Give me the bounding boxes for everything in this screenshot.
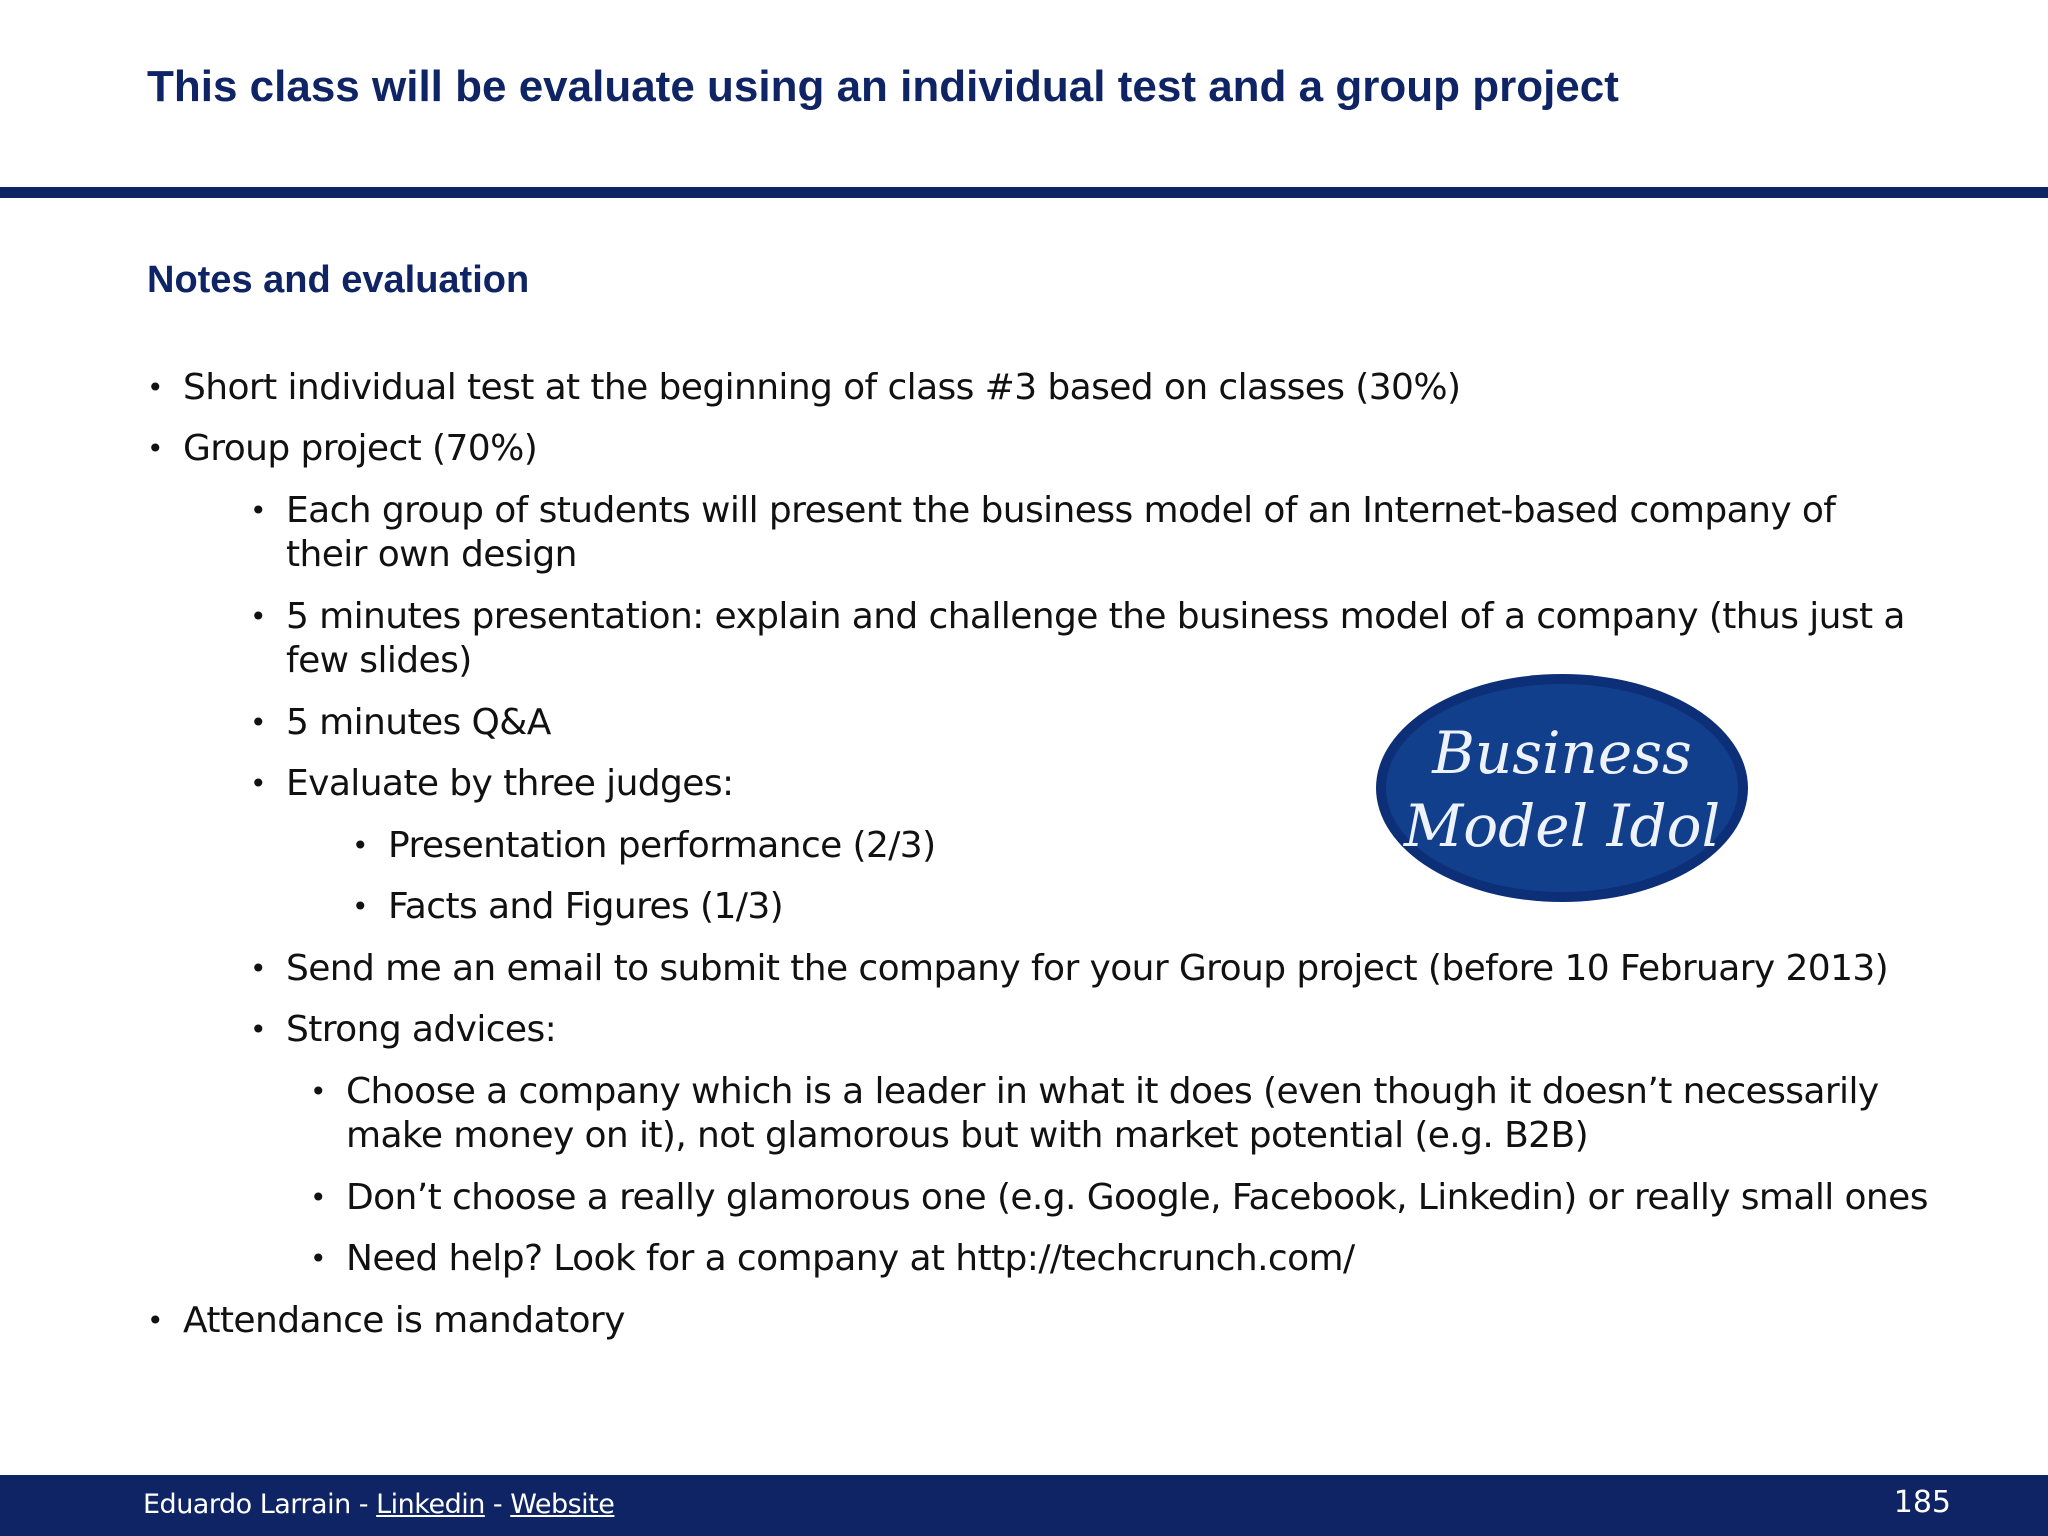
bullet-item (352, 885, 1288, 929)
bullet-item (250, 1008, 1886, 1052)
website-link[interactable]: Website (510, 1489, 615, 1520)
logo-line-2: Model Idol (1403, 792, 1721, 860)
bullet-dot-icon: • (250, 952, 266, 985)
footer-author: Eduardo Larrain (143, 1489, 351, 1520)
bullet-dot-icon: • (250, 600, 266, 633)
bullet-dot-icon: • (352, 890, 368, 923)
bullet-text: Strong advices: (286, 1009, 557, 1050)
bullet-text: Short individual test at the beginning of class #3 based on classes (30%) (183, 367, 1461, 408)
bullet-item (250, 701, 1286, 745)
bullet-text: Each group of students will present the business model of an Internet-based company of their own design (286, 490, 1836, 575)
bullet-dot-icon: • (147, 371, 163, 404)
bullet-dot-icon: • (250, 767, 266, 800)
bullet-text: Evaluate by three judges: (286, 763, 734, 804)
page-number: 185 (1893, 1485, 1951, 1520)
bullet-item (147, 427, 1883, 471)
bullet-text: Don’t choose a really glamorous one (e.g. Google, Facebook, Linkedin) or really small ones (346, 1177, 1928, 1218)
section-heading: Notes and evaluation (147, 259, 530, 301)
bullet-text: Group project (70%) (183, 428, 538, 469)
bullet-item (310, 1070, 1906, 1158)
bullet-item (250, 762, 1286, 806)
slide-title: This class will be evaluate using an individual test and a group project (147, 62, 1619, 111)
bullet-dot-icon: • (147, 1304, 163, 1337)
logo-line-1: Business (1432, 719, 1692, 787)
bullet-item (147, 366, 1883, 410)
bullet-text: Choose a company which is a leader in what it does (even though it doesn’t necessarily make money on it), not glamorous but with market potential (e.g. B2B) (346, 1071, 1879, 1156)
bullet-dot-icon: • (310, 1181, 326, 1214)
footer-separator: - (484, 1489, 511, 1520)
footer-separator: - (350, 1489, 377, 1520)
bullet-dot-icon: • (310, 1242, 326, 1275)
bullet-item (250, 947, 1966, 991)
bullet-dot-icon: • (250, 1013, 266, 1046)
logo-ellipse-inner (1386, 684, 1738, 892)
bullet-item (310, 1237, 1906, 1281)
bullet-item (310, 1176, 1986, 1220)
bullet-item (250, 489, 1916, 577)
title-divider (0, 187, 2048, 198)
bullet-text: Send me an email to submit the company for your Group project (before 10 February 2013) (286, 948, 1889, 989)
bullet-text: Need help? Look for a company at http://techcrunch.com/ (346, 1238, 1355, 1279)
business-model-idol-logo (1370, 668, 1755, 908)
bullet-text: 5 minutes Q&A (286, 702, 551, 743)
bullet-text: Facts and Figures (1/3) (388, 886, 784, 927)
bullet-item (352, 824, 1288, 868)
bullet-text: Attendance is mandatory (183, 1300, 625, 1341)
bullet-dot-icon: • (310, 1075, 326, 1108)
bullet-dot-icon: • (147, 432, 163, 465)
bullet-text: Presentation performance (2/3) (388, 825, 936, 866)
bullet-dot-icon: • (250, 494, 266, 527)
bullet-item (147, 1299, 1783, 1343)
footer-bar (0, 1475, 2048, 1536)
footer-credits (143, 1489, 614, 1520)
bullet-text: 5 minutes presentation: explain and challenge the business model of a company (thus just a few slides) (286, 596, 1905, 681)
linkedin-link[interactable]: Linkedin (376, 1489, 485, 1520)
bullet-dot-icon: • (352, 829, 368, 862)
bullet-dot-icon: • (250, 706, 266, 739)
